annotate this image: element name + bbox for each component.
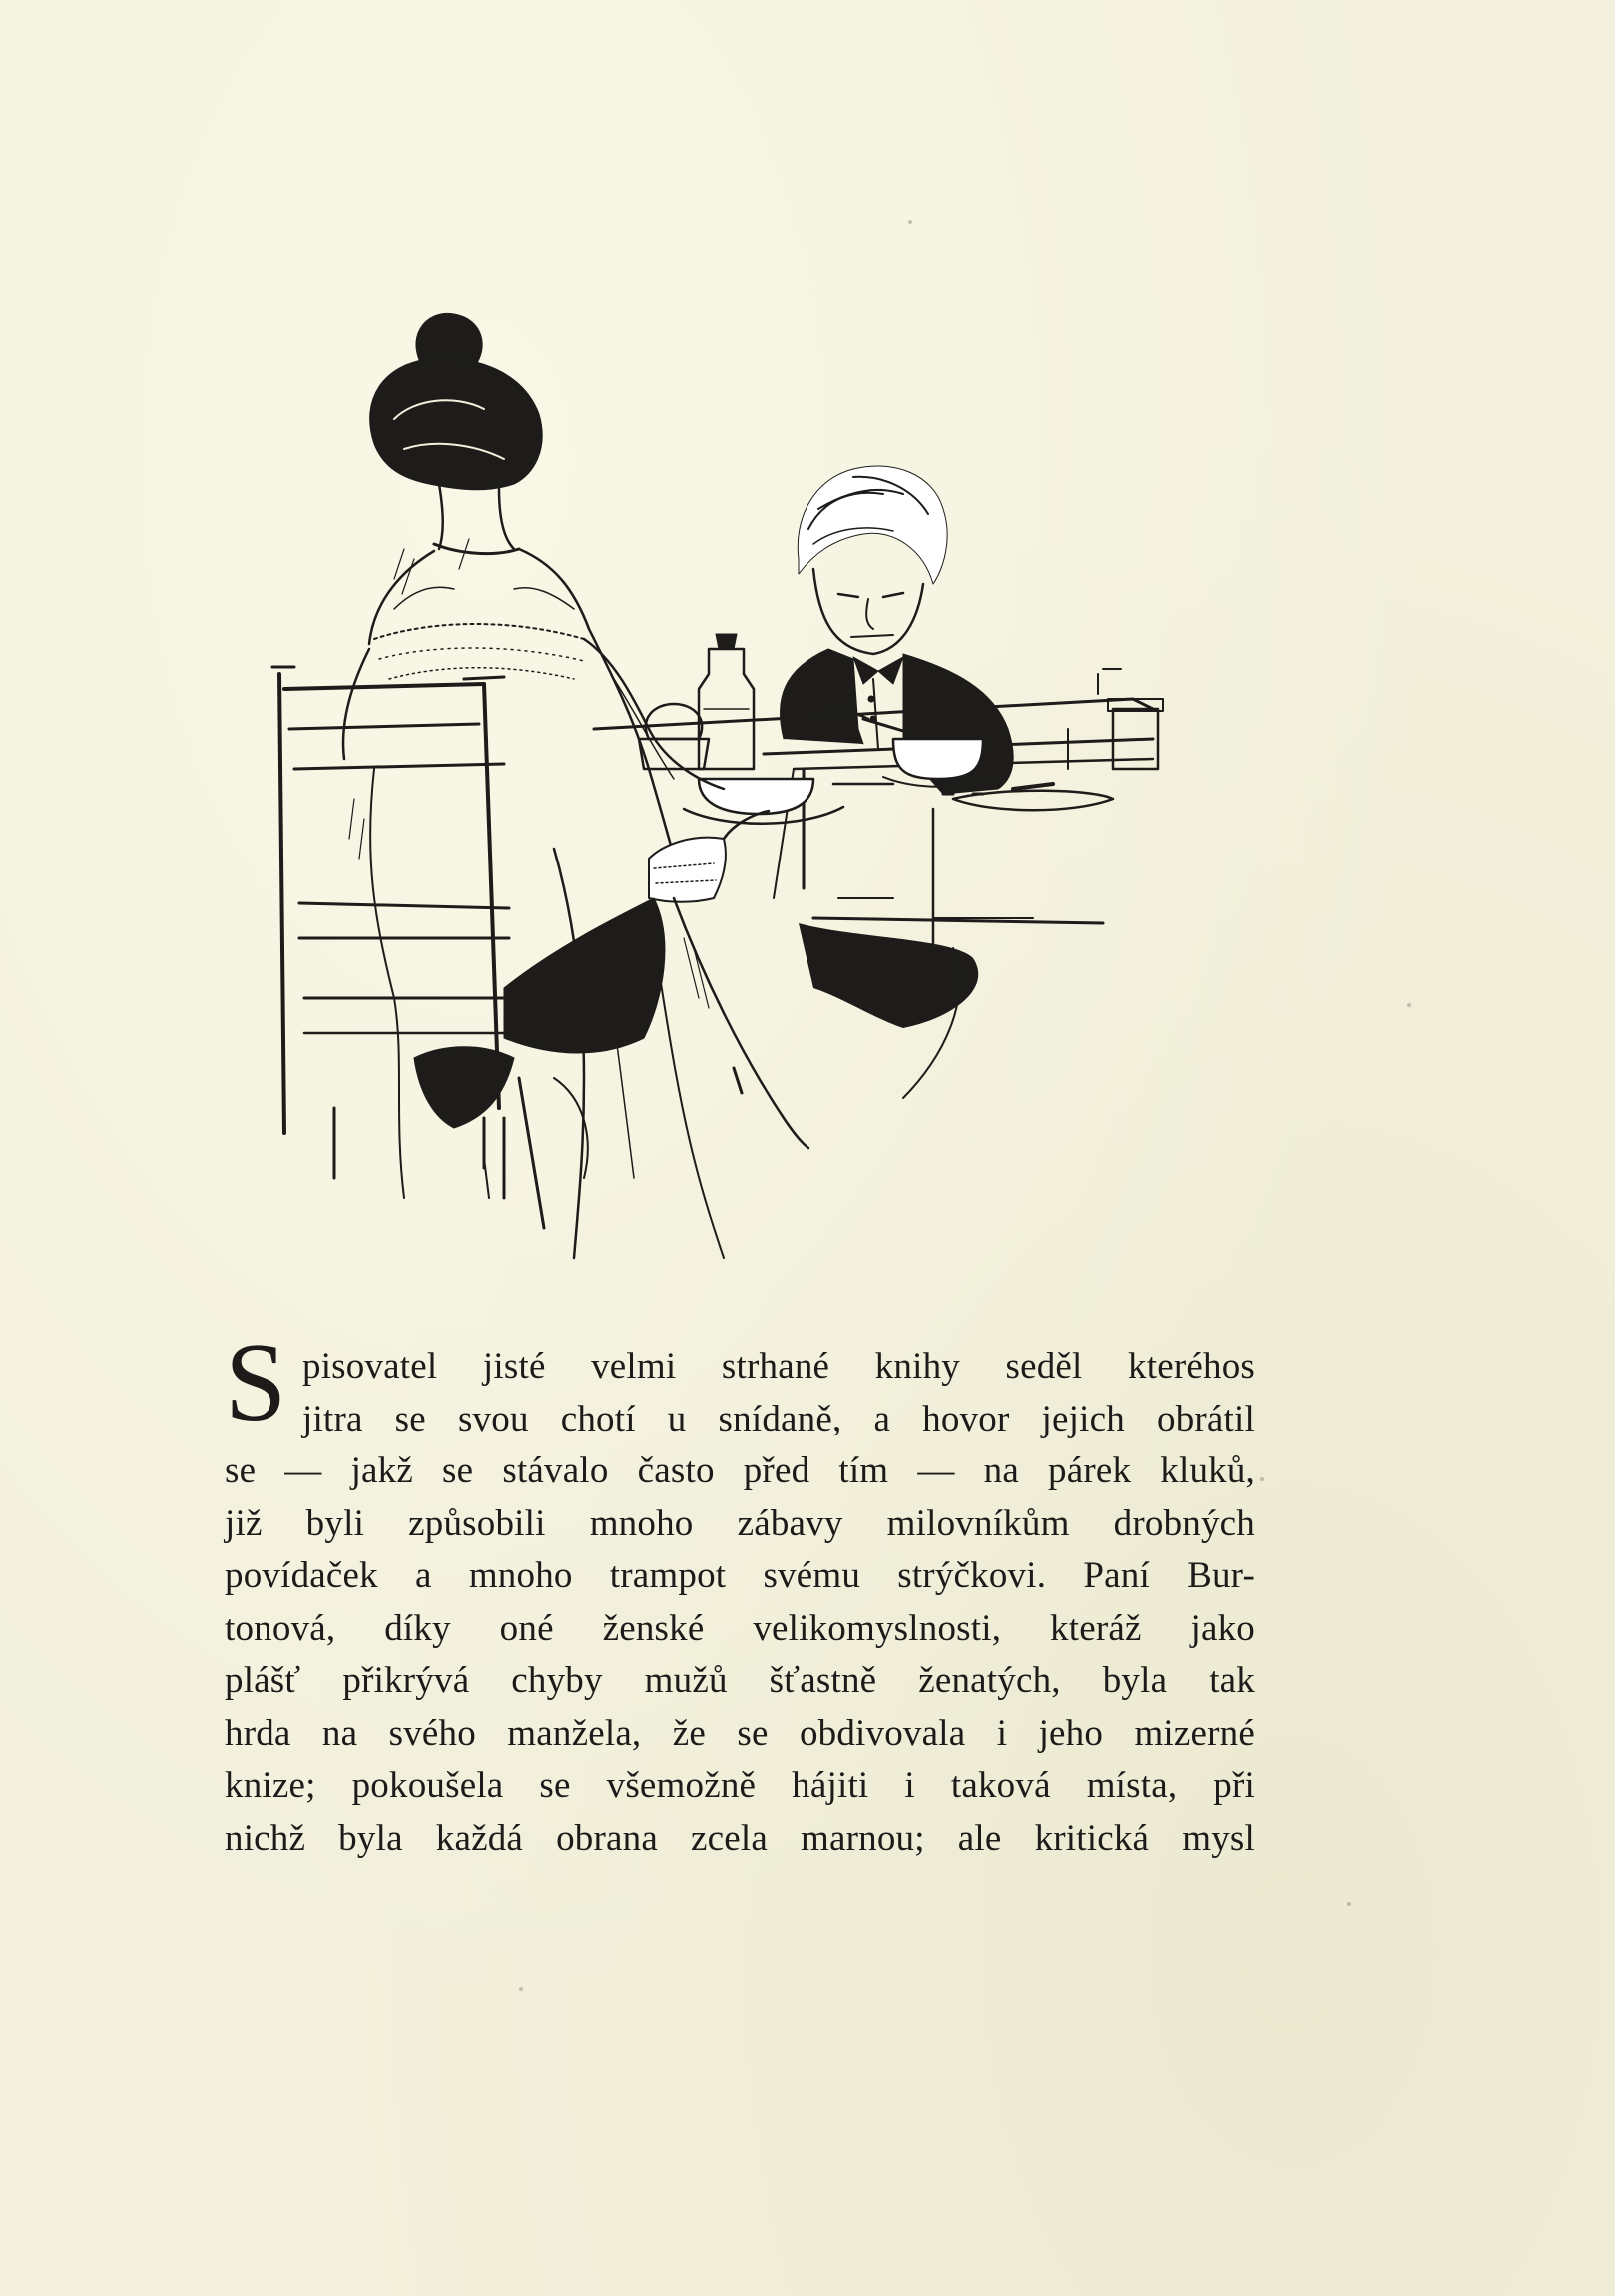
paper-speck [1347, 1902, 1351, 1906]
illustration-svg [255, 299, 1253, 1313]
text-line: pisovatel jisté velmi strhané knihy seděl kteréhos [302, 1346, 1255, 1387]
paper-speck [1407, 1003, 1411, 1007]
man-figure [780, 466, 1013, 794]
text-line: tonová, díky oné ženské velikomyslnosti, kteráž jako [225, 1607, 1255, 1649]
text-line: knize; pokoušela se všemožně hájiti i taková místa, při [225, 1765, 1255, 1806]
text-line: nichž byla každá obrana zcela marnou; ale kritická mysl [225, 1817, 1255, 1859]
text-line: plášť přikrývá chyby mužů šťastně ženatých, byla tak [225, 1660, 1255, 1701]
text-line: hrda na svého manžela, že se obdivovala i jeho mizerné [225, 1712, 1255, 1754]
text-line: se — jakž se stávalo často před tím — na párek kluků, [225, 1450, 1255, 1491]
paper-speck [908, 220, 912, 224]
breakfast-illustration [255, 299, 1253, 1313]
text-line: již byli způsobili mnoho zábavy milovníkům drobných [225, 1502, 1255, 1544]
body-text [225, 1321, 1255, 1865]
text-line: povídaček a mnoho trampot svému strýčkovi. Paní Bur- [225, 1555, 1255, 1596]
paper-speck [1260, 1477, 1264, 1481]
drop-cap: S [225, 1321, 287, 1444]
opening-lines [225, 1321, 1255, 1445]
paper-speck [519, 1987, 523, 1991]
text-line: jitra se svou chotí u snídaně, a hovor jejich obrátil [302, 1398, 1255, 1439]
